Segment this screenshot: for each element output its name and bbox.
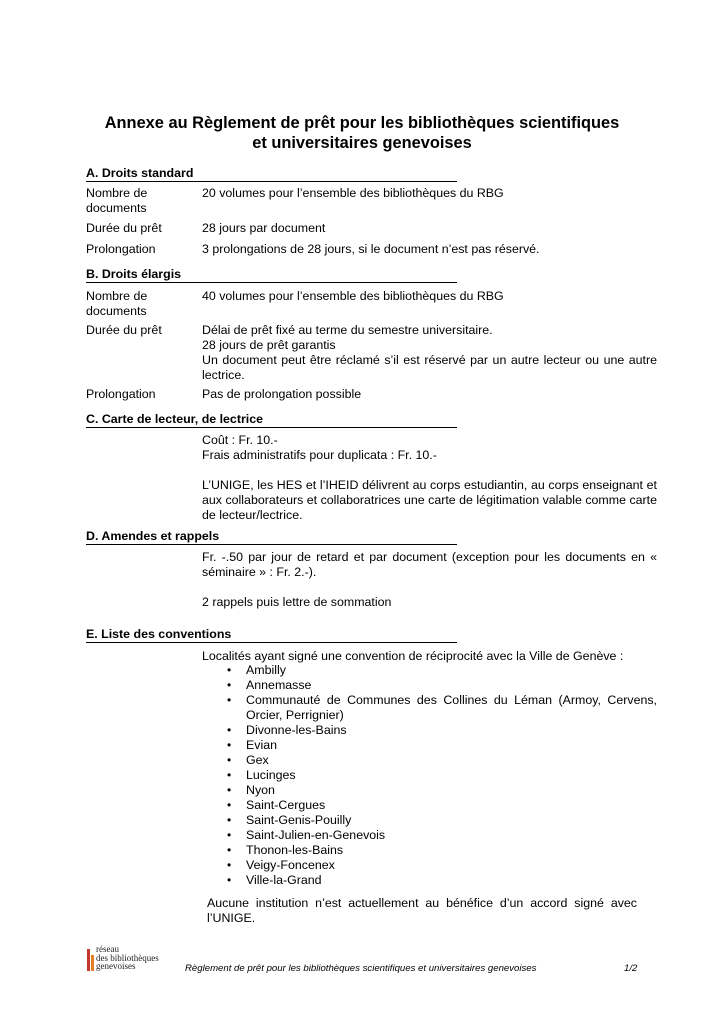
row-label: Nombre de documents [86, 186, 148, 215]
list-item: • Nyon [227, 783, 275, 797]
card-info: L’UNIGE, les HES et l’IHEID délivrent au corps estudiantin, au corps enseignant et aux collaborateurs et collaboratrices une carte de légitimation valable comme carte de lecteur/lectrice. [202, 478, 657, 522]
bullet-icon: • [227, 678, 232, 692]
bullet-icon: • [227, 738, 232, 752]
bullet-icon: • [227, 783, 232, 797]
card-cost: Coût : Fr. 10.- [202, 433, 278, 447]
bullet-icon: • [227, 663, 232, 677]
list-item: • Saint-Genis-Pouilly [227, 813, 352, 827]
list-item: • Divonne-les-Bains [227, 723, 347, 737]
footer-text: Règlement de prêt pour les bibliothèques scientifiques et universitaires genevoises [185, 963, 537, 974]
row-value: 28 jours par document [202, 221, 326, 235]
rbg-logo [86, 945, 166, 975]
list-item: • Saint-Julien-en-Genevois [227, 828, 386, 842]
list-item: • Lucinges [227, 768, 296, 782]
row-label: Nombre de documents [86, 289, 148, 318]
bullet-icon: • [227, 843, 232, 857]
list-item: • Ambilly [227, 663, 286, 677]
duration-line-2: 28 jours de prêt garantis [202, 338, 336, 352]
card-duplicate-fee: Frais administratifs pour duplicata : Fr. 10.- [202, 448, 437, 462]
bullet-icon: • [227, 768, 232, 782]
localities-list [202, 663, 657, 888]
row-value: 40 volumes pour l’ensemble des bibliothèques du RBG [202, 289, 504, 303]
fine-text: Fr. -.50 par jour de retard et par document (exception pour les documents en « séminaire » : Fr. 2.-). [202, 550, 657, 579]
section-a-heading: A. Droits standard [86, 166, 457, 182]
section-c-body [202, 433, 657, 523]
list-item: • Gex [227, 753, 269, 767]
row-label: Prolongation [86, 387, 156, 401]
section-d-heading: D. Amendes et rappels [86, 529, 457, 545]
list-item: • Ville-la-Grand [227, 873, 322, 887]
list-item: • Evian [227, 738, 277, 752]
row-value: Pas de prolongation possible [202, 387, 362, 401]
title-line-2: et universitaires genevoises [252, 134, 472, 152]
section-e-heading: E. Liste des conventions [86, 627, 457, 643]
list-item: • Saint-Cergues [227, 798, 326, 812]
bullet-icon: • [227, 858, 232, 872]
duration-line-3: Un document peut être réclamé s’il est réservé par un autre lecteur ou une autre lectrice. [202, 353, 657, 382]
list-item: • Annemasse [227, 678, 312, 692]
bullet-icon: • [227, 798, 232, 812]
row-label: Prolongation [86, 242, 156, 256]
bullet-icon: • [227, 813, 232, 827]
list-item: • Thonon-les-Bains [227, 843, 344, 857]
list-item: • Veigy-Foncenex [227, 858, 335, 872]
row-value: 20 volumes pour l’ensemble des bibliothèques du RBG [202, 186, 504, 200]
duration-line-1: Délai de prêt fixé au terme du semestre universitaire. [202, 323, 493, 337]
row-label: Durée du prêt [86, 323, 162, 337]
row-label: Durée du prêt [86, 221, 162, 235]
bullet-icon: • [227, 723, 232, 737]
row-value [202, 323, 657, 383]
page-number: 1/2 [624, 963, 638, 974]
title-line-1: Annexe au Règlement de prêt pour les bibliothèques scientifiques [104, 114, 620, 132]
conventions-intro: Localités ayant signé une convention de réciprocité avec la Ville de Genève : [202, 649, 624, 663]
reminders-text: 2 rappels puis lettre de sommation [202, 595, 392, 609]
section-c-heading: C. Carte de lecteur, de lectrice [86, 412, 457, 428]
section-d-body [202, 550, 657, 610]
bullet-icon: • [227, 828, 232, 842]
section-b-heading: B. Droits élargis [86, 267, 457, 283]
bullet-icon: • [227, 873, 232, 887]
page-title [60, 113, 664, 153]
conventions-note: Aucune institution n’est actuellement au bénéfice d’un accord signé avec l’UNIGE. [207, 896, 637, 925]
list-item: • Communauté de Communes des Collines du Léman (Armoy, Cervens, Orcier, Perrignier) [227, 693, 657, 722]
logo-text: réseau des bibliothèques genevoises [96, 944, 159, 971]
bullet-icon: • [227, 693, 232, 707]
row-value: 3 prolongations de 28 jours, si le document n’est pas réservé. [202, 242, 540, 256]
bullet-icon: • [227, 753, 232, 767]
